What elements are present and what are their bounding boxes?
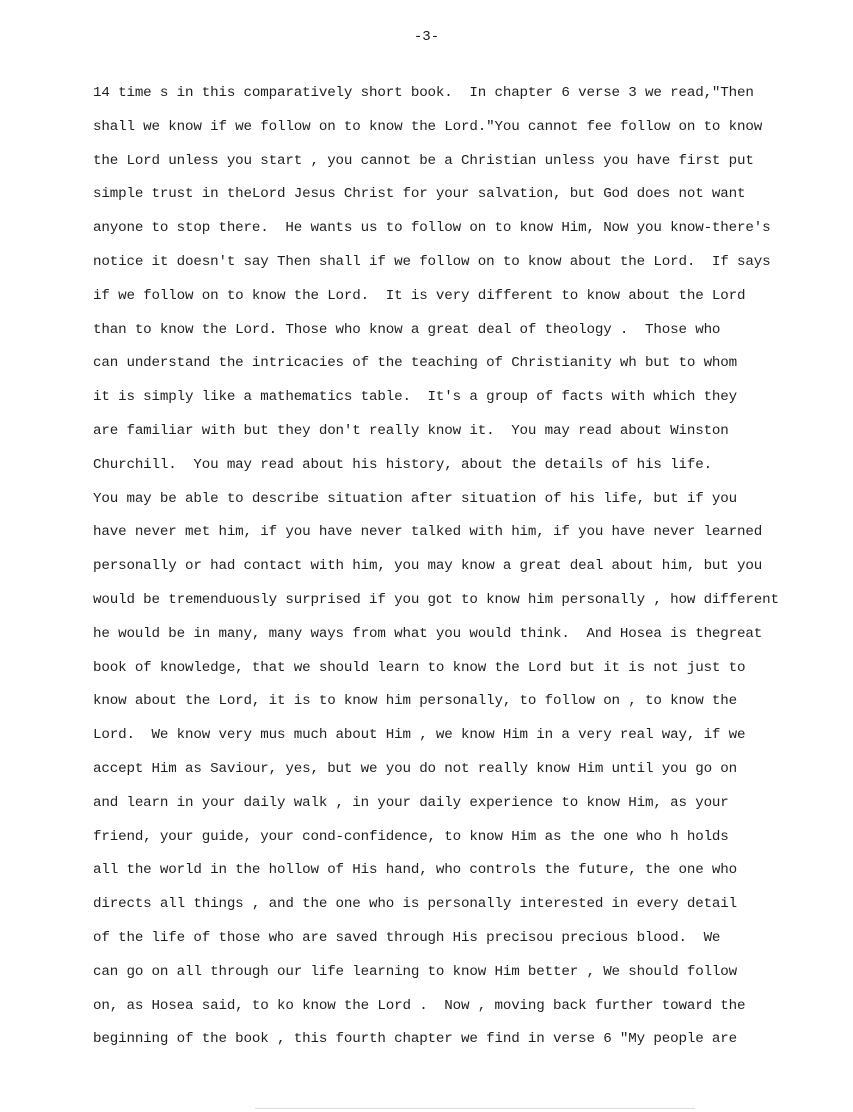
body-text — [93, 80, 833, 1060]
text-line: notice it doesn't say Then shall if we follow on to know about the Lord. If says — [93, 253, 771, 270]
text-line: shall we know if we follow on to know the Lord."You cannot fee follow on to know — [93, 118, 763, 135]
text-line: know about the Lord, it is to know him personally, to follow on , to know the — [93, 693, 738, 710]
text-line: personally or had contact with him, you may know a great deal about him, but you — [93, 558, 763, 575]
text-line: can understand the intricacies of the teaching of Christianity wh but to whom — [93, 355, 738, 372]
text-line: beginning of the book , this fourth chapter we find in verse 6 "My people are — [93, 1031, 738, 1048]
text-line: anyone to stop there. He wants us to follow on to know Him, Now you know-there's — [93, 220, 771, 237]
text-line: directs all things , and the one who is personally interested in every detail — [93, 896, 738, 913]
text-line: on, as Hosea said, to ko know the Lord . Now , moving back further toward the — [93, 997, 746, 1014]
page-bottom-edge — [255, 1108, 695, 1109]
text-line: the Lord unless you start , you cannot be a Christian unless you have first put — [93, 152, 754, 169]
text-line: than to know the Lord. Those who know a great deal of theology . Those who — [93, 321, 721, 338]
text-line: of the life of those who are saved through His precisou precious blood. We — [93, 929, 721, 946]
text-line: can go on all through our life learning to know Him better , We should follow — [93, 963, 738, 980]
text-line: accept Him as Saviour, yes, but we you do not really know Him until you go on — [93, 760, 738, 777]
text-line: all the world in the hollow of His hand, who controls the future, the one who — [93, 862, 738, 879]
text-line: are familiar with but they don't really know it. You may read about Winston — [93, 422, 729, 439]
page-number: -3- — [413, 29, 440, 45]
text-line: Lord. We know very mus much about Him , we know Him in a very real way, if we — [93, 727, 746, 744]
text-line: if we follow on to know the Lord. It is very different to know about the Lord — [93, 287, 746, 304]
text-line: would be tremenduously surprised if you got to know him personally , how different — [93, 591, 779, 608]
text-line: have never met him, if you have never talked with him, if you have never learned — [93, 524, 763, 541]
text-line: he would be in many, many ways from what you would think. And Hosea is thegreat — [93, 625, 763, 642]
text-line: simple trust in theLord Jesus Christ for your salvation, but God does not want — [93, 186, 746, 203]
text-line: 14 time s in this comparatively short book. In chapter 6 verse 3 we read,"Then — [93, 85, 754, 101]
text-line: friend, your guide, your cond-confidence, to know Him as the one who h holds — [93, 828, 729, 845]
text-line: You may be able to describe situation after situation of his life, but if you — [93, 490, 738, 507]
text-line: Churchill. You may read about his history, about the details of his life. — [93, 456, 712, 473]
text-line: book of knowledge, that we should learn to know the Lord but it is not just to — [93, 659, 746, 676]
text-line: it is simply like a mathematics table. It's a group of facts with which they — [93, 389, 738, 406]
text-line: and learn in your daily walk , in your daily experience to know Him, as your — [93, 794, 729, 811]
